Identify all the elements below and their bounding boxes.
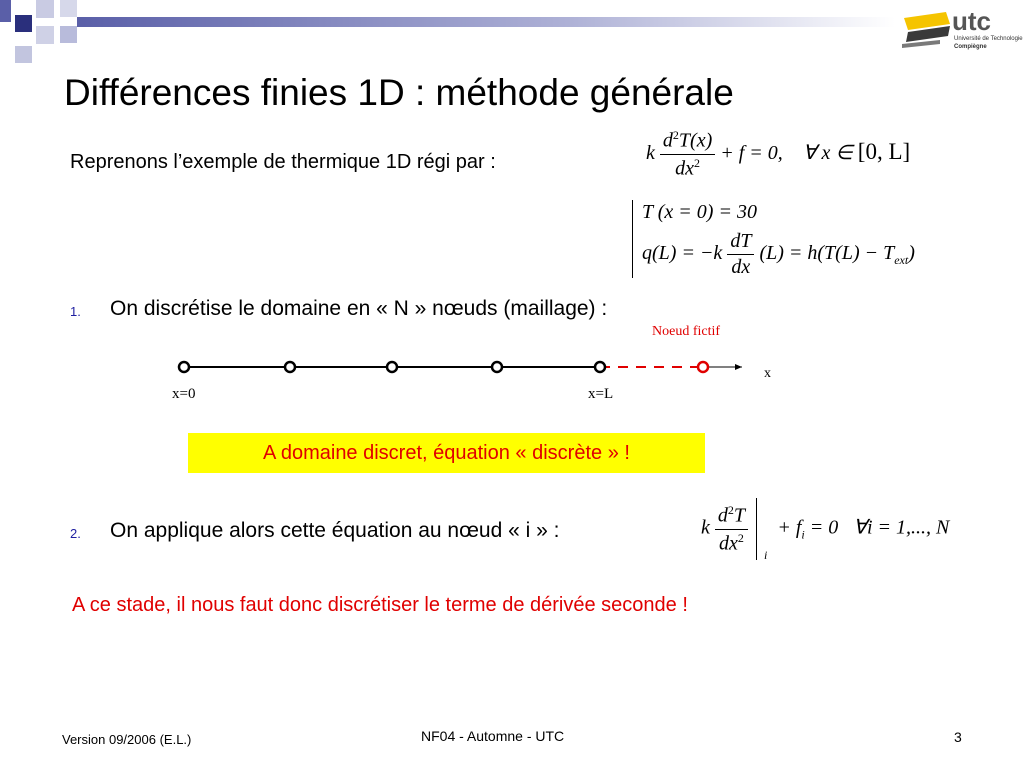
mesh-node-3 — [387, 362, 397, 372]
logo-subtitle-1: Université de Technologie — [954, 36, 1023, 42]
mesh-node-4 — [492, 362, 502, 372]
bc-flux: q(L) = −k $\frac{dT}{dx}$ $(L) = h(T(L) - T_{ext})$ — [642, 230, 915, 278]
footer-version: Version 09/2006 (E.L.) — [62, 732, 192, 747]
step-2-text: On applique alors cette équation au nœud « i » : — [110, 519, 560, 542]
main-equation: k $\frac{d^2T(x)}{dx^2}$ + f = 0, ∀ x ∈ [0, L] — [646, 128, 911, 180]
slide-title: Différences finies 1D : méthode générale — [64, 72, 734, 113]
step-1-text: On discrétise le domaine en « N » nœuds (maillage) : — [110, 297, 608, 320]
logo-subtitle-2: Compiègne — [954, 44, 987, 50]
top-gradient-bar — [77, 17, 895, 27]
mesh-axis-label: x — [764, 366, 771, 381]
footer-course: NF04 - Automne - UTC — [421, 728, 565, 744]
intro-text: Reprenons l’exemple de thermique 1D régi par : — [70, 151, 496, 173]
mesh-ghost-node — [698, 362, 708, 372]
footer-page-number: 3 — [954, 729, 962, 745]
node-equation: k $\frac{d^2T}{dx^2}$ $_i + f_i = 0$ ∀i = 1,..., N — [701, 498, 949, 560]
bc-dirichlet: T (x = 0) = 30 — [642, 201, 757, 223]
mesh-ghost-label: Noeud fictif — [652, 324, 721, 339]
step-2-number: 2. — [70, 526, 81, 541]
step-1-number: 1. — [70, 304, 81, 319]
mesh-node-2 — [285, 362, 295, 372]
mesh-start-label: x=0 — [172, 386, 196, 402]
logo-wordmark: utc — [952, 6, 991, 36]
mesh-end-label: x=L — [588, 386, 614, 402]
mesh-node-1 — [179, 362, 189, 372]
callout-discrete-equation: A domaine discret, équation « discrète » ! — [188, 433, 705, 473]
utc-logo-icon — [900, 6, 1023, 54]
mesh-diagram — [170, 352, 790, 382]
mesh-node-5 — [595, 362, 605, 372]
conclusion-text: A ce stade, il nous faut donc discrétiser le terme de dérivée seconde ! — [72, 594, 688, 616]
